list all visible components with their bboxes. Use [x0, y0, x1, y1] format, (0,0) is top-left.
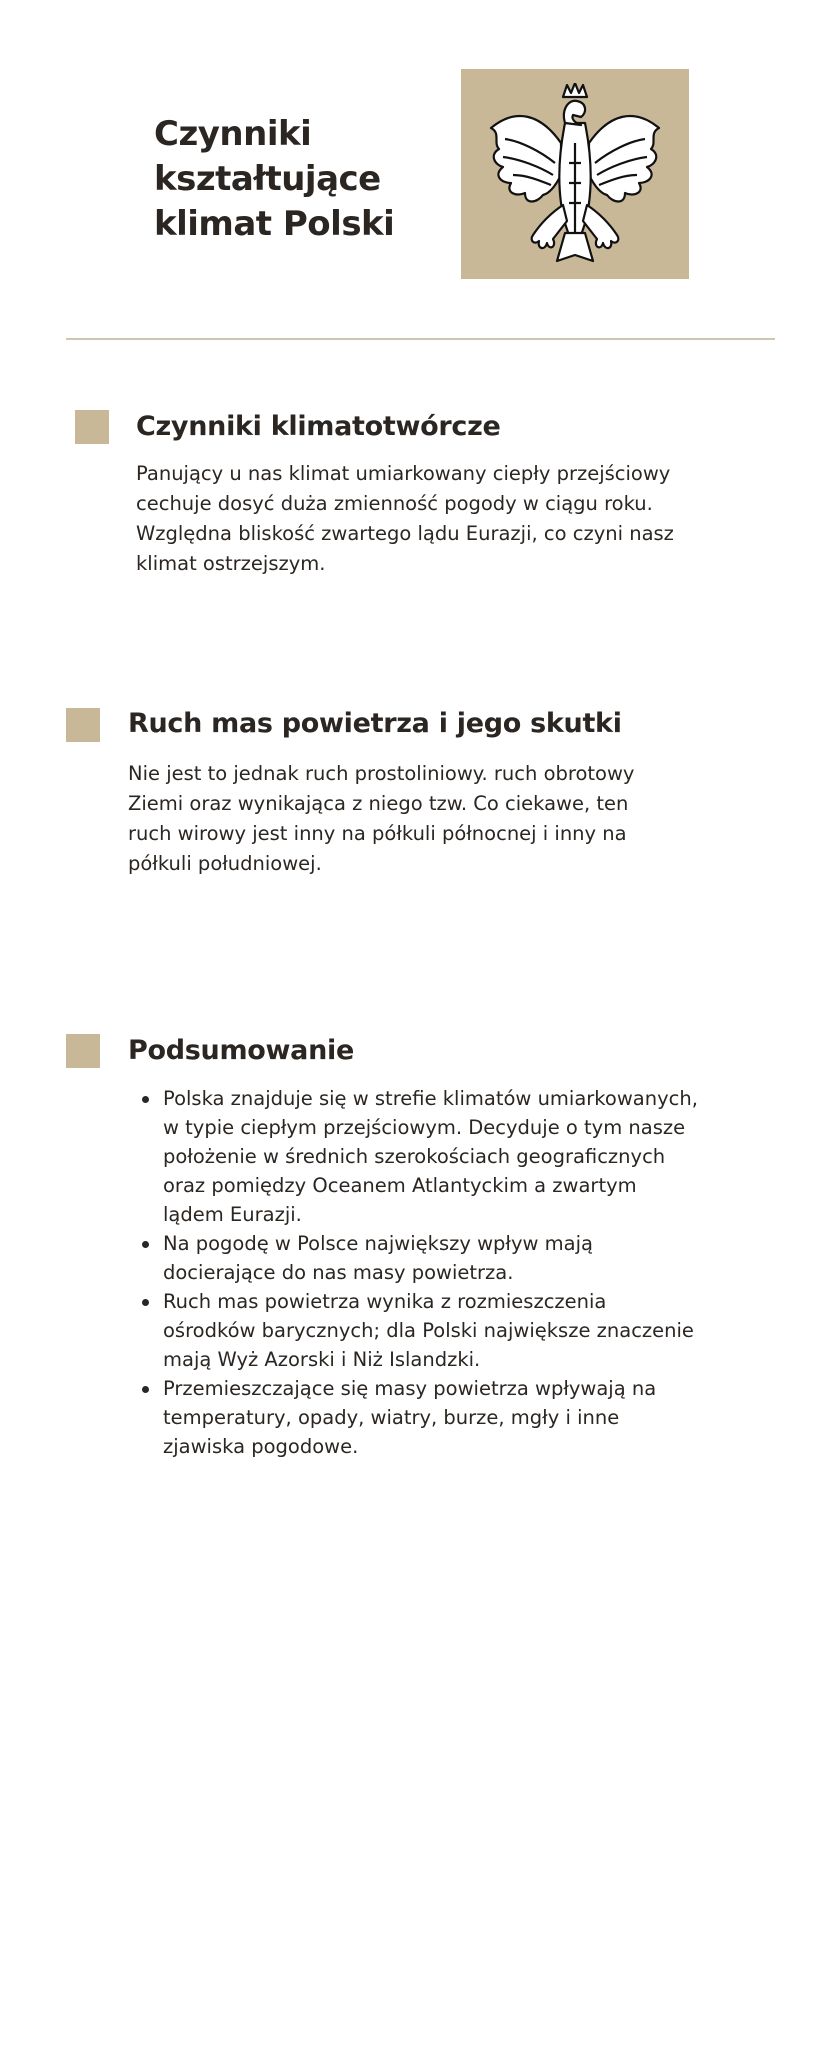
bullet-icon: [142, 1241, 149, 1248]
list-item: [142, 1374, 702, 1461]
page-title: [154, 112, 454, 247]
title-line: Czynniki: [154, 114, 312, 154]
section-marker: [66, 708, 100, 742]
list-item-text: Polska znajduje się w strefie klimatów umiarkowanych, w typie ciepłym przejściowym. Decyduje o tym nasze położenie w średnich szerokościach geograficznych oraz pomiędzy Oceanem Atlantyckim a zwartym lądem Eurazji.: [163, 1087, 698, 1226]
title-line: klimat Polski: [154, 204, 395, 244]
bullet-icon: [142, 1386, 149, 1393]
summary-list: [142, 1084, 702, 1461]
list-item-text: Przemieszczające się masy powietrza wpływają na temperatury, opady, wiatry, burze, mgły i inne zjawiska pogodowe.: [163, 1377, 657, 1458]
list-item: [142, 1084, 702, 1229]
section-body: Nie jest to jednak ruch prostoliniowy. ruch obrotowy Ziemi oraz wynikająca z niego tzw. Co ciekawe, ten ruch wirowy jest inny na półkuli północnej i inny na półkuli południowej.: [128, 762, 635, 875]
bullet-icon: [142, 1096, 149, 1103]
bullet-icon: [142, 1299, 149, 1306]
section-marker: [66, 1034, 100, 1068]
list-item: [142, 1229, 702, 1287]
eagle-emblem: [461, 69, 689, 279]
section-body: Panujący u nas klimat umiarkowany ciepły przejściowy cechuje dosyć duża zmienność pogody w ciągu roku. Względna bliskość zwartego lądu Eurazji, co czyni nasz klimat ostrzejszym.: [136, 462, 674, 575]
section-marker: [75, 410, 109, 444]
list-item-text: Na pogodę w Polsce największy wpływ mają docierające do nas masy powietrza.: [163, 1232, 593, 1284]
list-item: [142, 1287, 702, 1374]
list-item-text: Ruch mas powietrza wynika z rozmieszczenia ośrodków barycznych; dla Polski największe znaczenie mają Wyż Azorski i Niż Islandzki.: [163, 1290, 694, 1371]
eagle-icon: [485, 83, 665, 268]
section-heading: Ruch mas powietrza i jego skutki: [128, 708, 622, 739]
section-heading: Czynniki klimatotwórcze: [136, 411, 501, 442]
divider: [66, 338, 775, 340]
title-line: kształtujące: [154, 159, 381, 199]
section-heading: Podsumowanie: [128, 1035, 354, 1066]
